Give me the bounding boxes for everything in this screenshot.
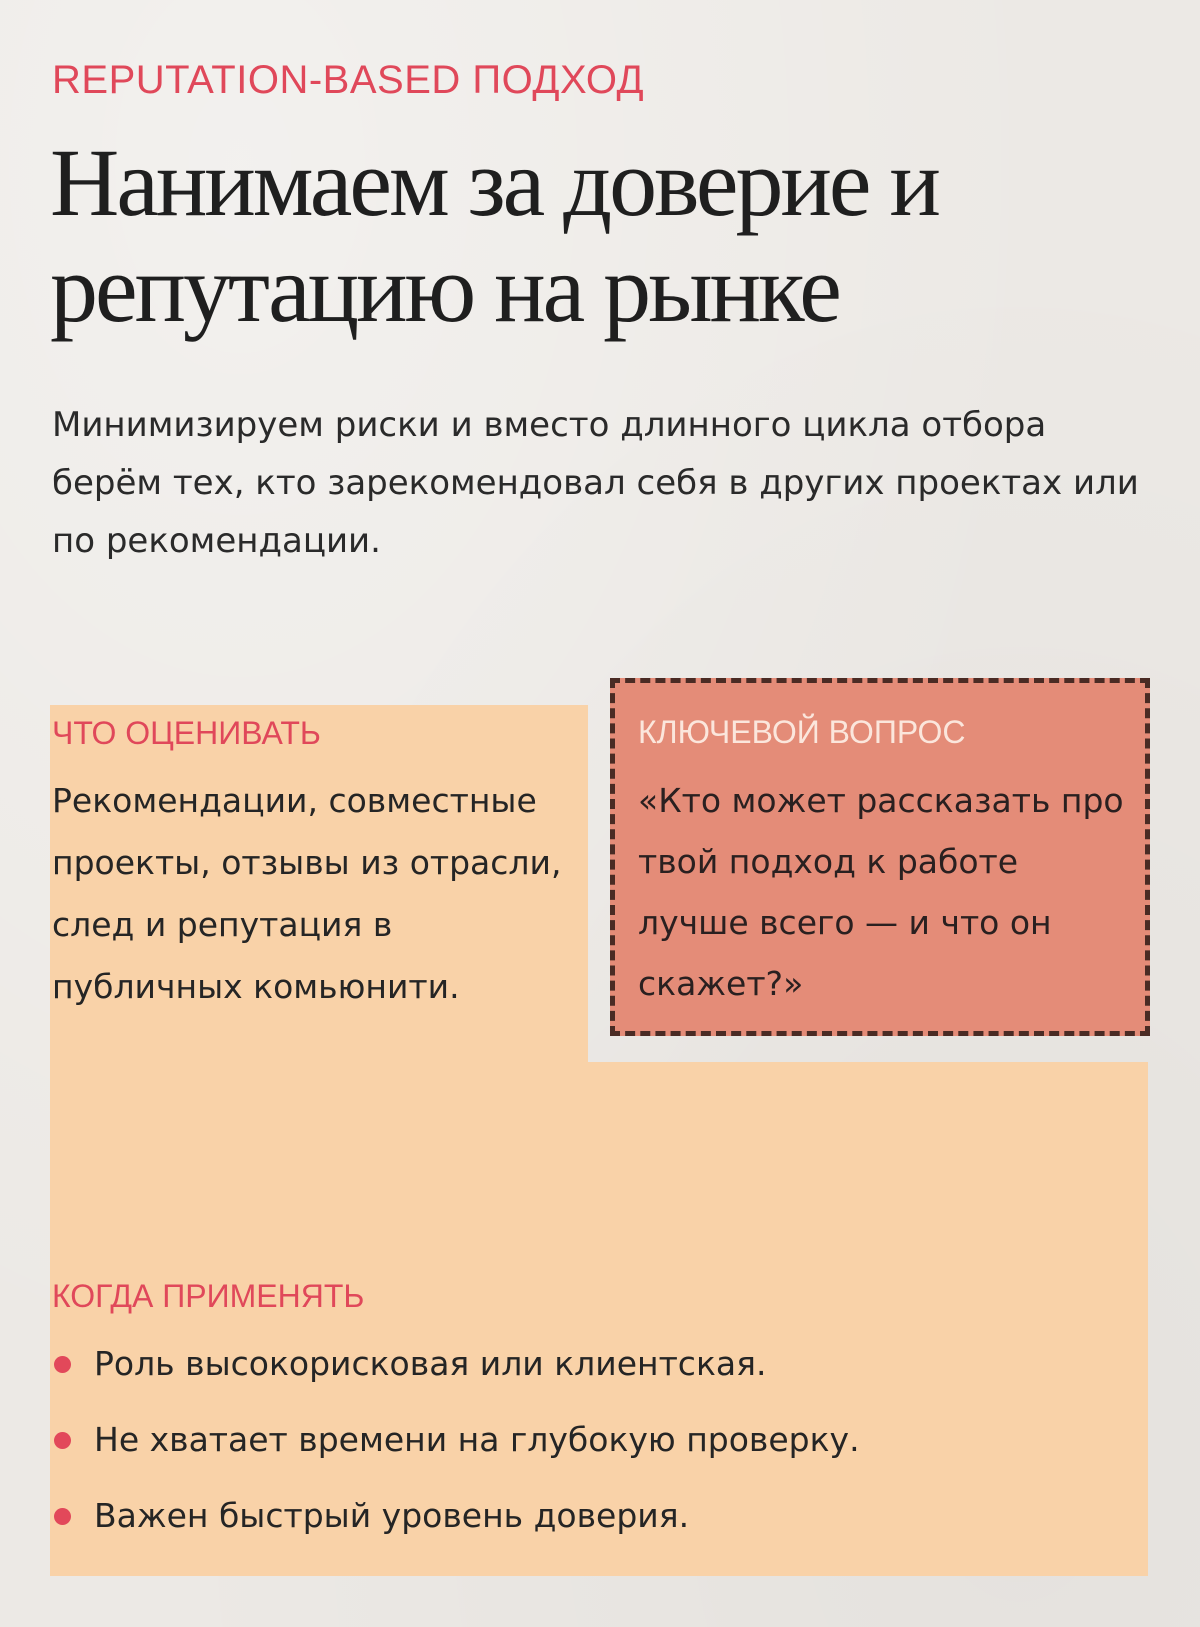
key-question-label: КЛЮЧЕВОЙ ВОПРОС: [638, 714, 966, 750]
key-question-text: «Кто может рассказать про твой подход к работе лучше всего — и что он скажет?»: [638, 781, 1124, 1003]
bullet-dot-icon: [54, 1356, 71, 1373]
evaluate-label: ЧТО ОЦЕНИВАТЬ: [52, 715, 321, 751]
list-item-text: Важен быстрый уровень доверия.: [94, 1496, 690, 1535]
lead-paragraph: Минимизируем риски и вместо длинного цикла отбора берём тех, кто зарекомендовал себя в других проектах или по рекомендации.: [52, 405, 1139, 561]
bullet-dot-icon: [54, 1432, 71, 1449]
list-item: [52, 1478, 1132, 1554]
section-kicker: REPUTATION-BASED ПОДХОД: [52, 58, 645, 102]
when-list: [52, 1326, 1132, 1554]
when-label: КОГДА ПРИМЕНЯТЬ: [52, 1278, 365, 1314]
evaluate-text: Рекомендации, совместные проекты, отзывы из отрасли, след и репутация в публичных комьюнити.: [52, 781, 562, 1006]
page-headline: Нанимаем за доверие и репутацию на рынке: [50, 129, 938, 342]
bullet-dot-icon: [54, 1508, 71, 1525]
list-item-text: Не хватает времени на глубокую проверку.: [94, 1420, 860, 1459]
list-item: [52, 1402, 1132, 1478]
list-item-text: Роль высокорисковая или клиентская.: [94, 1344, 767, 1383]
list-item: [52, 1326, 1132, 1402]
